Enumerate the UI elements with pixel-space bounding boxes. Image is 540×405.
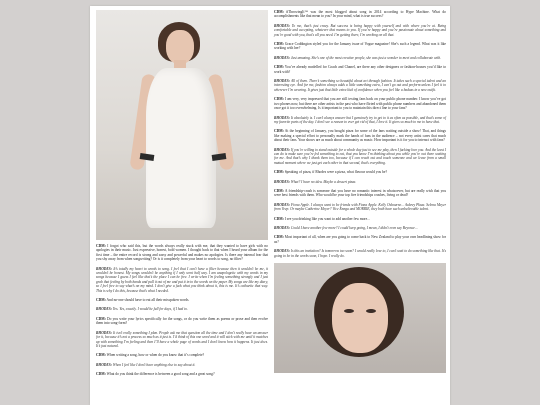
- paragraph-text: Grace Coddington styled you for the January issue of Vogue magazine! She’s such a legend. What was it like working with her?: [274, 42, 446, 51]
- interview-paragraph: [96, 298, 268, 302]
- paragraph-text: What do you think the difference is between a good song and a great song?: [106, 372, 215, 377]
- paragraph-text: It’s totally my heart to words to song. I feel that I can’t have a filter because then it wouldn’t be me, it wouldn’t be honest. My songs wouldn’t be anything if I only went half way. I am unapologetic with my words in my songs because I guess I feel like that’s the place I can be free. I write when I’m feeling something strongly and I just grab that feeling by both hands and pull it out of me and put it in to the words on the paper. My songs are like my diary, so I feel free to say what’s on my mind. I don’t give a fuck what you think about it, this is me. It’s cathartic that way. This is why I do this, because that’s what I needed.: [96, 266, 268, 293]
- speaker-label: CDM:: [96, 372, 106, 377]
- speaker-label: CDM:: [274, 42, 284, 47]
- speaker-label: CDM:: [274, 97, 284, 102]
- paragraph-text: You’ve already modelled for Coach and Chanel, are there any other designers or fashion-houses you’d like to work with?: [274, 65, 446, 74]
- paragraph-text: What? I have no idea. Maybe a dessert pizza.: [290, 179, 357, 184]
- speaker-label: CDM:: [274, 65, 284, 70]
- interview-paragraph: [274, 24, 446, 37]
- speaker-label: CDM:: [96, 353, 106, 358]
- paragraph-text: When I feel like I don’t have anything else to say about it.: [112, 362, 196, 367]
- paragraph-text: I forgot who said this, but the words always really stuck with me, that they wanted to have girls with no apologies in their music. Just expressive, honest, bold women. I thought back to that when I heard your album for the first time – the entire record is strong and sassy and powerful and makes no apologies. Is there any internal fear that you shy away from when songwriting? Or is it completely from your heart to words to song, no filter?: [96, 244, 268, 262]
- speaker-label: CDM:: [96, 316, 106, 321]
- speaker-label: CDM:: [96, 244, 106, 248]
- speaker-label: RHODES:: [96, 266, 112, 271]
- speaker-label: RHODES:: [274, 249, 290, 254]
- interview-paragraph: [274, 79, 446, 92]
- paragraph-text: I see you drinking like you want to add another few more...: [284, 216, 370, 221]
- speaker-label: RHODES:: [96, 307, 112, 312]
- interview-paragraph: [96, 363, 268, 367]
- paragraph-text: #ThrowingIt™ was the most blogged about song in 2014 according to Hype Machine. What do accomplishments like that mean to you? In your mind, what is true success?: [274, 10, 446, 19]
- interview-paragraph: [274, 56, 446, 60]
- speaker-label: RHODES:: [274, 226, 290, 230]
- interview-paragraph: [274, 116, 446, 125]
- speaker-label: RHODES:: [274, 147, 290, 152]
- interview-paragraph: [274, 129, 446, 142]
- speaker-label: RHODES:: [274, 79, 290, 84]
- speaker-label: CDM:: [274, 188, 284, 193]
- paragraph-text: A friendship-crush is someone that you have no romantic interest in whatsoever, but are really wish that you were best friends with them. Who would be your top five friendships crushes, living or dead?: [274, 188, 447, 198]
- paragraph-text: Speaking of pizza, if Rhodes were a pizza, what flavour would you be?: [284, 170, 388, 175]
- speaker-label: CDM:: [274, 235, 284, 240]
- paragraph-text: It isn’t really something I plan. People ask me that question all the time and I don’t really have an answer for it, because it’s not a process so much as it just is. I’d think of this one word and it will stick with me until it matches up with something I’m feeling and then I’ll have a whole page of words and I don’t know how it happens. It just does. It’s just natural.: [96, 330, 268, 348]
- speaker-label: CDM:: [274, 129, 284, 134]
- paragraph-text: It absolutely is. I can’t always answer but I genuinely try to get to it as often as possible, and that’s some of my favorite parts of the day. I don’t see a reason to ever get rid of that, I love it. It gives so much to me to have that.: [274, 115, 446, 124]
- interview-paragraph: [274, 203, 446, 212]
- paragraph-text: Could I have another few more? I could keep going, I mean, I didn’t even say Beyonce...: [290, 226, 418, 230]
- speaker-label: RHODES:: [274, 115, 290, 120]
- paragraph-text: When writing a song, how or when do you know that it’s complete?: [106, 353, 205, 358]
- interview-paragraph: [274, 189, 446, 198]
- interview-paragraph: [96, 244, 268, 262]
- interview-paragraph: [96, 317, 268, 326]
- interview-paragraph: [274, 148, 446, 166]
- interview-paragraph: [274, 217, 446, 221]
- paragraph-text: Fiona Apple. I always want to be friends with Fiona Apple. Kelly Osbourne... Aubrey Plaza. Selena Meyer from Veep. Or maybe Catherine Meyer? Vice Ennga and MORRIE, they both have such unbelievable talent.: [274, 202, 446, 212]
- paragraph-text: I am very, very impressed that you are still texting fans back on your public phone number. I know you’ve got two phones now, but there are other artists in the past who have flirted with public phone numbers and abandoned them once got it too overwhelming. Is it important to you to maintain this direct line to your fans?: [274, 97, 446, 111]
- speaker-label: RHODES:: [274, 55, 290, 60]
- interview-paragraph: [96, 267, 268, 293]
- interview-paragraph: [274, 235, 446, 244]
- interview-paragraph: [96, 331, 268, 349]
- right-column: [274, 10, 446, 373]
- paragraph-text: Just amazing. She’s one of the most creative people, she was just a wonder to meet and collaborate with.: [290, 55, 442, 60]
- paragraph-text: Do you write your lyrics specifically for the songs, or do you write them as poems or prose and then evolve them into song-form?: [96, 316, 268, 326]
- interview-paragraph: [274, 10, 446, 19]
- paragraph-text: To me, that’s just crazy. But success is being happy with yourself and with where you’re at. Being comfortable and accepting, whatever that means to you. If you’re happy and you’re passionate about something and you’re good with you, that’s all you need. I’m getting there, I’m working on all that.: [274, 23, 447, 37]
- interview-paragraph: [274, 226, 446, 230]
- interview-paragraph: [274, 180, 446, 184]
- paragraph-text: Yes. Yes, exactly. I would be full for days, if I had to.: [112, 307, 188, 312]
- speaker-label: CDM:: [274, 216, 284, 221]
- interview-paragraph: [274, 170, 446, 174]
- closeup-photo: [274, 263, 446, 373]
- paragraph-text: At the beginning of January, you bought pizza for some of the fans waiting outside a show! That, and things like making a special effort to personally mark the hands of fans in the audience – not every artist cares that much about their fans. Your shows are as much about community as music. How important is it for you to interact with fans?: [274, 129, 446, 143]
- magazine-page: [90, 6, 450, 405]
- interview-paragraph: [96, 307, 268, 311]
- speaker-label: RHODES:: [274, 23, 290, 28]
- paragraph-text: If you’re willing to stand outside for a whole day just to see me play, then I fucking love you. And the least I can do is make sure you’re fed something to eat, that you know I’m thinking about you while you’re out there waiting for me. And that’s why I thank them too, because if I can reach out and touch someone and we leave from a small mutual moment where we just get each other in that second, that’s everything.: [274, 147, 446, 165]
- speaker-label: CDM:: [96, 298, 106, 303]
- interview-paragraph: [274, 249, 446, 258]
- speaker-label: RHODES:: [274, 179, 290, 184]
- portrait-photo: [96, 10, 268, 240]
- speaker-label: RHODES:: [96, 330, 112, 335]
- speaker-label: CDM:: [274, 10, 284, 14]
- left-column: [96, 10, 268, 382]
- left-interview-text: [96, 244, 268, 377]
- interview-paragraph: [274, 97, 446, 110]
- paragraph-text: Most important of all, when are you going to come back to New Zealand to play your own headlining show for us?: [274, 235, 446, 244]
- interview-paragraph: [274, 65, 446, 74]
- interview-paragraph: [96, 353, 268, 357]
- speaker-label: RHODES:: [274, 202, 290, 207]
- speaker-label: RHODES:: [96, 362, 112, 367]
- right-interview-text: [274, 10, 446, 258]
- interview-paragraph: [96, 372, 268, 376]
- paragraph-text: And no-one should have to eat all their misspoken words.: [106, 298, 190, 303]
- speaker-label: CDM:: [274, 170, 284, 175]
- interview-paragraph: [274, 42, 446, 51]
- paragraph-text: Is this an invitation? Is tomorrow too soon? I would really love to, I can’t wait to do something like that. It’s going to be in the works soon, I hope. I really do.: [274, 249, 446, 258]
- paragraph-text: All of them. There’s something so beautiful about art through fashion. It takes such a special talent and an interesting eye. And for me, fashion always adds a little something extra, I can’t go out and perform unless I feel it to wherever I’m wearing. It gives just that little extra kick of confidence when you feel like a badass in a new outfit.: [274, 79, 447, 92]
